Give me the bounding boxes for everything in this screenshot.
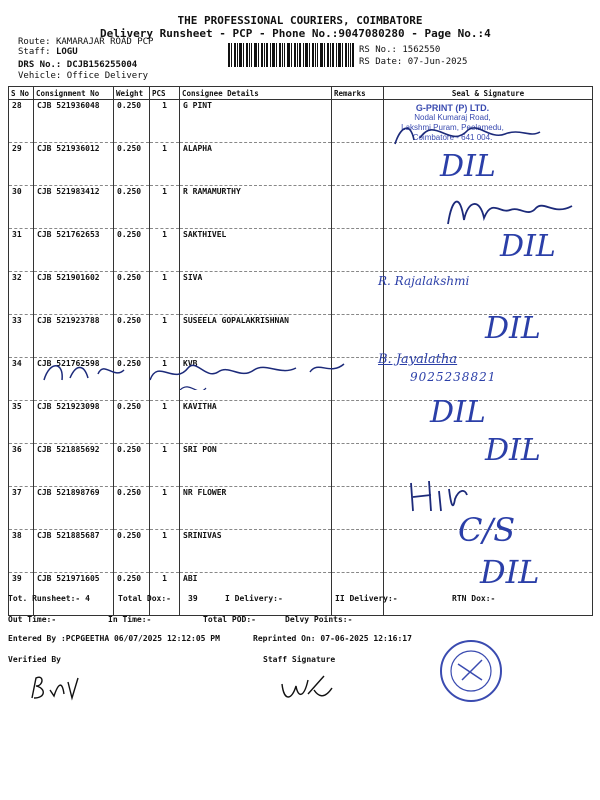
total-pod: Total POD:- bbox=[203, 615, 256, 624]
cell-weight: 0.250 bbox=[114, 487, 150, 530]
route-label: Route: bbox=[18, 37, 51, 47]
cell-weight: 0.250 bbox=[114, 401, 150, 444]
cell-consignment-no: CJB 521936012 bbox=[34, 143, 114, 186]
cell-consignment-no: CJB 521901602 bbox=[34, 272, 114, 315]
vehicle-value: Office Delivery bbox=[66, 71, 149, 81]
drs-value: DCJB156255004 bbox=[66, 60, 138, 70]
header-pcs: PCS bbox=[150, 87, 180, 100]
cell-sno: 37 bbox=[9, 487, 34, 530]
cell-pcs: 1 bbox=[150, 401, 180, 444]
header-seal-signature: Seal & Signature bbox=[384, 87, 593, 100]
cell-remarks bbox=[332, 186, 384, 229]
cell-pcs: 1 bbox=[150, 487, 180, 530]
cell-consignee: SAKTHIVEL bbox=[180, 229, 332, 272]
signature-row-34-phone: 9025238821 bbox=[410, 370, 497, 384]
signature-row-34-name: B. Jayalatha bbox=[378, 352, 458, 367]
cell-pcs: 1 bbox=[150, 143, 180, 186]
cell-consignment-no: CJB 521898769 bbox=[34, 487, 114, 530]
cell-remarks bbox=[332, 272, 384, 315]
rs-date-value: 07-Jun-2025 bbox=[407, 57, 468, 67]
signature-row-32: R. Rajalakshmi bbox=[378, 274, 470, 288]
signature-row-38: C/S bbox=[458, 511, 516, 549]
cell-pcs: 1 bbox=[150, 229, 180, 272]
cell-consignment-no: CJB 521885692 bbox=[34, 444, 114, 487]
cell-consignee: SRINIVAS bbox=[180, 530, 332, 573]
ii-delivery: II Delivery:- bbox=[335, 594, 398, 603]
cell-sno: 34 bbox=[9, 358, 34, 401]
handwritten-scribble-row-34 bbox=[40, 350, 360, 390]
header-weight: Weight bbox=[114, 87, 150, 100]
table-row bbox=[9, 272, 593, 315]
cell-pcs: 1 bbox=[150, 444, 180, 487]
header-consignment-no: Consignment No bbox=[34, 87, 114, 100]
cell-consignee: ABI bbox=[180, 573, 332, 616]
delvy-points: Delvy Points:- bbox=[285, 615, 353, 624]
header-consignee-details: Consignee Details bbox=[180, 87, 332, 100]
round-seal bbox=[434, 636, 508, 706]
stamp-name: G-PRINT (P) LTD. bbox=[415, 103, 490, 113]
entered-by: Entered By :PCPGEETHA 06/07/2025 12:12:05 PM bbox=[8, 634, 220, 643]
cell-pcs: 1 bbox=[150, 358, 180, 401]
staff-line bbox=[18, 47, 78, 57]
cell-pcs: 1 bbox=[150, 315, 180, 358]
rs-date-line bbox=[359, 57, 467, 67]
barcode bbox=[228, 43, 354, 67]
cell-sno: 36 bbox=[9, 444, 34, 487]
cell-remarks bbox=[332, 100, 384, 143]
cell-consignment-no: CJB 521923098 bbox=[34, 401, 114, 444]
cell-remarks bbox=[332, 530, 384, 573]
rtn-dox: RTN Dox:- bbox=[452, 594, 496, 603]
cell-consignment-no: CJB 521762598 bbox=[34, 358, 114, 401]
cell-consignee: SRI PON bbox=[180, 444, 332, 487]
cell-pcs: 1 bbox=[150, 272, 180, 315]
staff-value: LOGU bbox=[55, 47, 78, 57]
cell-consignment-no: CJB 521923788 bbox=[34, 315, 114, 358]
cell-weight: 0.250 bbox=[114, 100, 150, 143]
rs-date-label: RS Date: bbox=[359, 57, 403, 67]
header-sno: S No bbox=[9, 87, 34, 100]
rs-no-line bbox=[359, 45, 440, 55]
cell-sno: 28 bbox=[9, 100, 34, 143]
cell-consignee: KVB bbox=[180, 358, 332, 401]
cell-remarks bbox=[332, 444, 384, 487]
signature-row-30 bbox=[440, 188, 580, 232]
cell-sno: 31 bbox=[9, 229, 34, 272]
signature-row-37 bbox=[405, 475, 475, 515]
cell-pcs: 1 bbox=[150, 186, 180, 229]
staff-signature-mark bbox=[278, 668, 338, 708]
drs-line bbox=[18, 60, 137, 70]
signature-row-29: DIL bbox=[440, 149, 496, 184]
company-title: THE PROFESSIONAL COURIERS, COIMBATORE bbox=[177, 14, 423, 27]
signature-row-33: DIL bbox=[485, 311, 541, 346]
signature-row-31: DIL bbox=[500, 229, 556, 264]
in-time: In Time:- bbox=[108, 615, 152, 624]
cell-sno: 33 bbox=[9, 315, 34, 358]
cell-consignment-no: CJB 521762653 bbox=[34, 229, 114, 272]
stamp-line-2: Lakshmi Puram, Peelamedu, bbox=[401, 123, 504, 132]
cell-seal-signature bbox=[384, 229, 593, 272]
cell-consignee: SIVA bbox=[180, 272, 332, 315]
total-dox-label: Total Dox:- bbox=[118, 594, 171, 603]
signature-row-39: DIL bbox=[480, 553, 540, 591]
cell-weight: 0.250 bbox=[114, 315, 150, 358]
verified-by-label: Verified By bbox=[8, 655, 61, 664]
vehicle-line bbox=[18, 71, 148, 81]
cell-sno: 30 bbox=[9, 186, 34, 229]
verified-by-signature bbox=[28, 670, 88, 704]
cell-consignee: SUSEELA GOPALAKRISHNAN bbox=[180, 315, 332, 358]
cell-consignee: ALAPHA bbox=[180, 143, 332, 186]
staff-label: Staff: bbox=[18, 47, 51, 57]
cell-consignment-no: CJB 521936048 bbox=[34, 100, 114, 143]
i-delivery: I Delivery:- bbox=[225, 594, 283, 603]
reprinted-on: Reprinted On: 07-06-2025 12:16:17 bbox=[253, 634, 412, 643]
route-line bbox=[18, 37, 153, 47]
cell-remarks bbox=[332, 143, 384, 186]
rs-no-label: RS No.: bbox=[359, 45, 397, 55]
cell-remarks bbox=[332, 229, 384, 272]
total-dox-value: 39 bbox=[188, 594, 198, 603]
cell-sno: 38 bbox=[9, 530, 34, 573]
rs-no-value: 1562550 bbox=[402, 45, 441, 55]
cell-consignee: NR FLOWER bbox=[180, 487, 332, 530]
cell-weight: 0.250 bbox=[114, 573, 150, 616]
cell-consignment-no: CJB 521983412 bbox=[34, 186, 114, 229]
cell-weight: 0.250 bbox=[114, 229, 150, 272]
cell-pcs: 1 bbox=[150, 573, 180, 616]
runsheet-subtitle: Delivery Runsheet - PCP - Phone No.:9047080280 - Page No.:4 bbox=[100, 27, 491, 40]
cell-consignment-no: CJB 521885687 bbox=[34, 530, 114, 573]
drs-label: DRS No.: bbox=[18, 60, 62, 70]
signature-row-35: DIL bbox=[430, 395, 486, 430]
cell-weight: 0.250 bbox=[114, 186, 150, 229]
cell-weight: 0.250 bbox=[114, 358, 150, 401]
cell-consignment-no: CJB 521971605 bbox=[34, 573, 114, 616]
cell-sno: 39 bbox=[9, 573, 34, 616]
cell-weight: 0.250 bbox=[114, 143, 150, 186]
cell-consignee: R RAMAMURTHY bbox=[180, 186, 332, 229]
cell-sno: 29 bbox=[9, 143, 34, 186]
cell-consignee: KAVITHA bbox=[180, 401, 332, 444]
cell-pcs: 1 bbox=[150, 530, 180, 573]
cell-sno: 35 bbox=[9, 401, 34, 444]
stamp-line-1: Nodal Kumaraj Road, bbox=[414, 113, 491, 122]
cell-weight: 0.250 bbox=[114, 272, 150, 315]
cell-weight: 0.250 bbox=[114, 444, 150, 487]
staff-signature-label: Staff Signature bbox=[263, 655, 336, 664]
tot-runsheet: Tot. Runsheet:- 4 bbox=[8, 594, 90, 603]
cell-weight: 0.250 bbox=[114, 530, 150, 573]
cell-remarks bbox=[332, 401, 384, 444]
table-header-row bbox=[9, 87, 593, 100]
cell-pcs: 1 bbox=[150, 100, 180, 143]
cell-remarks bbox=[332, 487, 384, 530]
signature-row-36: DIL bbox=[485, 433, 541, 468]
cell-sno: 32 bbox=[9, 272, 34, 315]
header-remarks: Remarks bbox=[332, 87, 384, 100]
route-value: KAMARAJAR ROAD PCP bbox=[55, 37, 154, 47]
vehicle-label: Vehicle: bbox=[18, 71, 62, 81]
cell-consignee: G PINT bbox=[180, 100, 332, 143]
out-time: Out Time:- bbox=[8, 615, 57, 624]
stamp-line-3: Coimbatore - 641 004. bbox=[412, 133, 493, 142]
